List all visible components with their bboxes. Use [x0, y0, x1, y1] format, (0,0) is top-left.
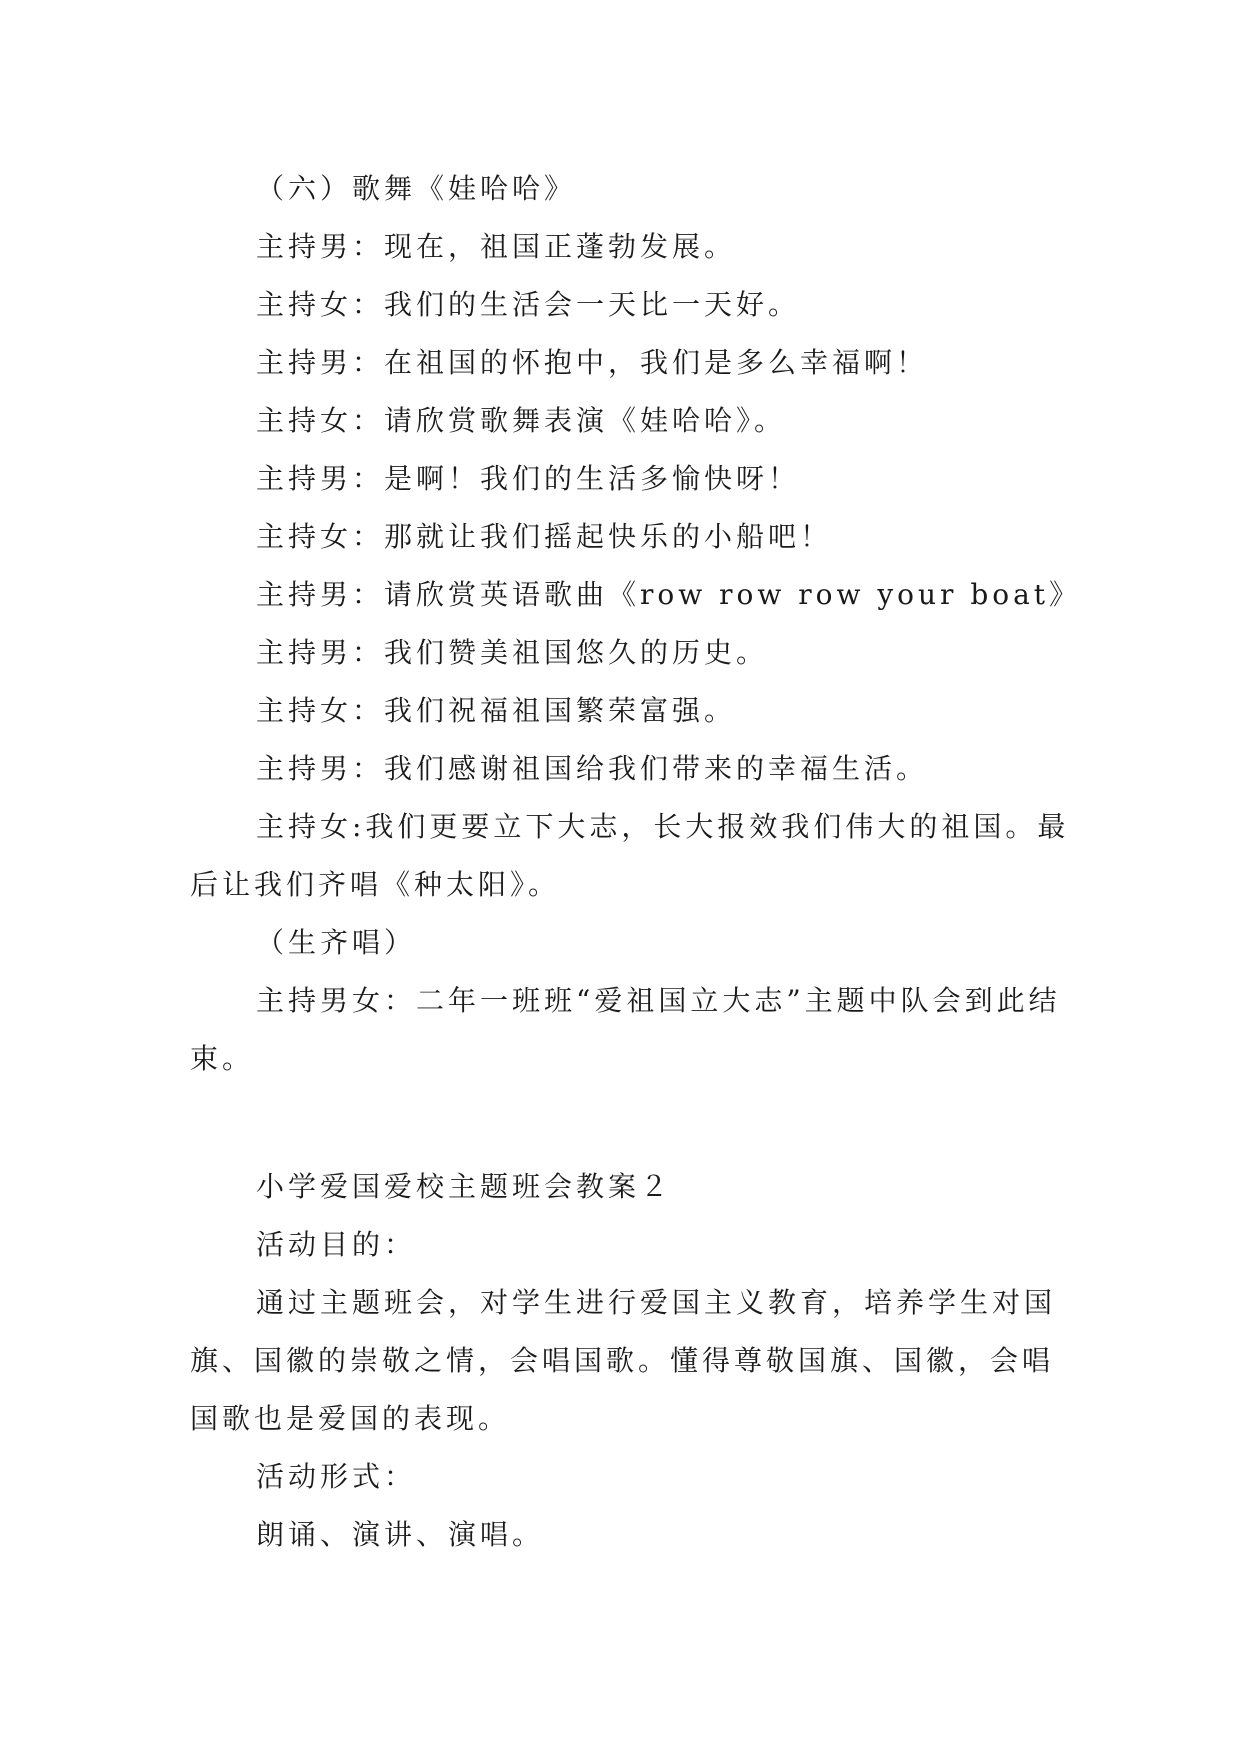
- paragraph: （生齐唱）: [256, 926, 417, 959]
- paragraph: 活动目的：: [256, 1228, 417, 1261]
- document-body: [190, 160, 1082, 1564]
- paragraph: （六）歌舞《娃哈哈》: [256, 172, 577, 205]
- paragraph: 主持女:我们更要立下大志，长大报效我们伟大的祖国。最后让我们齐唱《种太阳》。: [190, 810, 1070, 901]
- paragraph: 活动形式：: [256, 1460, 417, 1493]
- section-lesson-plan: [190, 1158, 1070, 1564]
- paragraph: 主持男女：二年一班班“爱祖国立大志”主题中队会到此结束。: [190, 984, 1061, 1075]
- paragraph: 主持男：现在，祖国正蓬勃发展。: [256, 230, 737, 263]
- paragraph: 主持男：是啊！我们的生活多愉快呀！: [256, 462, 801, 495]
- paragraph: 主持男：我们感谢祖国给我们带来的幸福生活。: [256, 752, 929, 785]
- section-title: 小学爱国爱校主题班会教案２: [256, 1170, 673, 1203]
- paragraph: 朗诵、演讲、演唱。: [256, 1518, 545, 1551]
- paragraph: 主持女：请欣赏歌舞表演《娃哈哈》。: [256, 404, 787, 437]
- paragraph: 主持男：请欣赏英语歌曲《row row row your boat》: [256, 578, 1082, 611]
- section-spacer: [190, 1088, 1070, 1158]
- paragraph: 主持女：我们祝福祖国繁荣富强。: [256, 694, 737, 727]
- paragraph: 主持男：我们赞美祖国悠久的历史。: [256, 636, 769, 669]
- section-host-script: [190, 160, 1082, 1088]
- paragraph: 主持男：在祖国的怀抱中，我们是多么幸福啊！: [256, 346, 929, 379]
- paragraph: 通过主题班会，对学生进行爱国主义教育，培养学生对国旗、国徽的崇敬之情，会唱国歌。懂得尊敬国旗、国徽，会唱国歌也是爱国的表现。: [190, 1286, 1057, 1435]
- paragraph: 主持女：我们的生活会一天比一天好。: [256, 288, 801, 321]
- paragraph: 主持女：那就让我们摇起快乐的小船吧！: [256, 520, 833, 553]
